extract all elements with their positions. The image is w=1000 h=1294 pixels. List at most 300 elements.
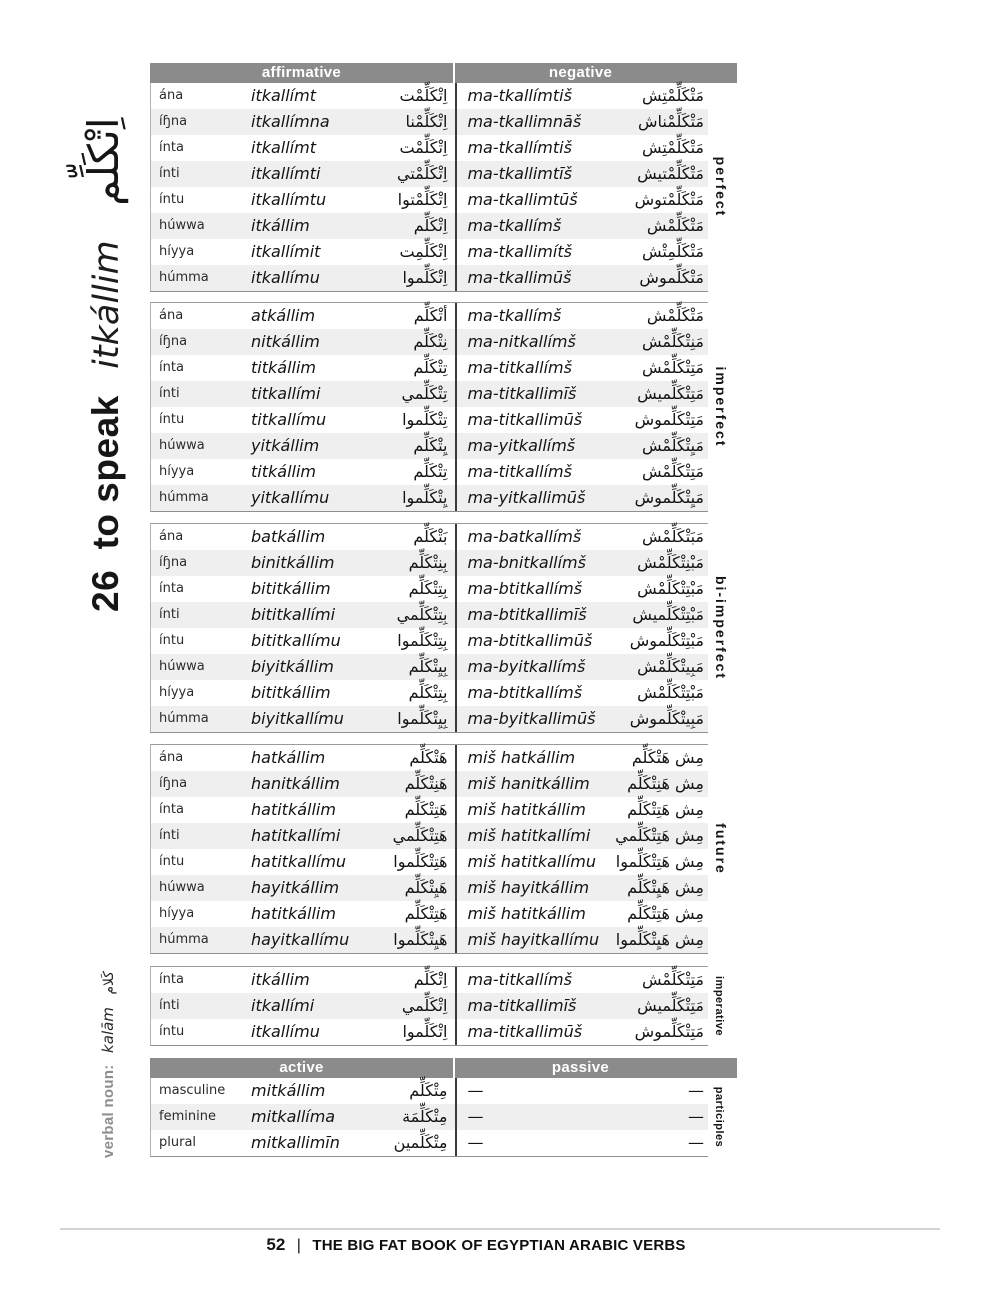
affirmative-half <box>151 797 455 823</box>
affirmative-transliteration: hatitkállim <box>251 904 336 923</box>
negative-transliteration: ma-tkallímtiš <box>467 138 572 157</box>
affirmative-half <box>151 875 455 901</box>
negative-arabic: مَتِتْكَلِّمْش <box>641 358 704 377</box>
affirmative-arabic: اِتْكَلِّمي <box>401 996 448 1015</box>
negative-transliteration: ma-titkallímš <box>467 358 572 377</box>
affirmative-arabic: هَتِتْكَلِّمي <box>392 826 448 845</box>
affirmative-arabic: بِتِتْكَلِّم <box>408 683 448 702</box>
negative-transliteration: ma-bnitkallímš <box>467 553 586 572</box>
pronoun-label: híyya <box>159 464 195 479</box>
negative-half <box>455 576 708 602</box>
negative-half <box>455 433 708 459</box>
header-bar-filler <box>706 63 737 83</box>
affirmative-arabic: مِتْكَلِّمين <box>393 1133 448 1152</box>
column-header-bar <box>150 63 737 83</box>
negative-transliteration: ma-btitkallimūš <box>467 631 593 650</box>
pronoun-label: húmma <box>159 490 209 505</box>
affirmative-arabic: هَتِتْكَلِّموا <box>393 852 448 871</box>
pronoun-label: ínta <box>159 360 184 375</box>
negative-half <box>455 355 708 381</box>
negative-half <box>455 550 708 576</box>
pronoun-label: húwwa <box>159 880 205 895</box>
negative-half <box>455 187 708 213</box>
negative-arabic: مَتِتْكَلِّميش <box>637 384 704 403</box>
negative-arabic: مَيِتْكَلِّموش <box>634 488 704 507</box>
affirmative-half <box>151 329 455 355</box>
negative-arabic: مَبِيتْكَلِّمْش <box>637 657 704 676</box>
affirmative-transliteration: itkallímti <box>251 164 321 183</box>
section-label-participles: participles <box>713 1086 725 1148</box>
affirmative-arabic: هَيِتْكَلِّموا <box>393 930 448 949</box>
negative-half <box>455 109 708 135</box>
negative-transliteration: ma-tkallimítš <box>467 242 572 261</box>
affirmative-arabic: اِتْكَلِّمْنا <box>405 112 448 131</box>
pronoun-label: húmma <box>159 932 209 947</box>
negative-arabic: مِش هَنِتْكَلِّم <box>627 774 704 793</box>
negative-half <box>455 485 708 511</box>
negative-transliteration: ma-titkallímš <box>467 970 572 989</box>
affirmative-transliteration: bititkallímu <box>251 631 341 650</box>
verbal-noun-arabic: كَلام <box>101 970 117 995</box>
affirmative-half <box>151 187 455 213</box>
affirmative-arabic: بِتِتْكَلِّموا <box>397 631 448 650</box>
negative-half <box>455 745 708 771</box>
negative-arabic: مَتْكَلِّمِتْش <box>641 242 704 261</box>
section-participles <box>150 1058 737 1157</box>
footer-rule <box>60 1228 940 1230</box>
negative-half <box>455 161 708 187</box>
header-bar-filler <box>706 1058 737 1078</box>
affirmative-arabic: تِتْكَلِّم <box>413 358 448 377</box>
pronoun-label: íntu <box>159 633 185 648</box>
page-number: 52 <box>266 1235 286 1254</box>
section-label-imperative: imperative <box>713 975 725 1037</box>
affirmative-transliteration: mitkallíma <box>251 1107 336 1126</box>
table-row <box>151 524 708 550</box>
negative-half <box>455 1130 708 1156</box>
affirmative-half <box>151 550 455 576</box>
pronoun-label: íɧna <box>159 334 188 349</box>
pronoun-label: húmma <box>159 270 209 285</box>
table-row <box>151 303 708 329</box>
affirmative-transliteration: batkállim <box>251 527 326 546</box>
affirmative-half <box>151 771 455 797</box>
affirmative-transliteration: atkállim <box>251 306 316 325</box>
table-row <box>151 459 708 485</box>
affirmative-half <box>151 161 455 187</box>
negative-half <box>455 927 708 953</box>
table-row <box>151 407 708 433</box>
affirmative-half <box>151 83 455 109</box>
affirmative-transliteration: titkállim <box>251 358 316 377</box>
pronoun-label: ínti <box>159 607 180 622</box>
affirmative-transliteration: nitkállim <box>251 332 320 351</box>
table-row <box>151 901 708 927</box>
affirmative-half <box>151 901 455 927</box>
affirmative-transliteration: bititkallími <box>251 605 336 624</box>
affirmative-arabic: اِتْكَلِّمْت <box>399 86 448 105</box>
table-row <box>151 550 708 576</box>
negative-half <box>455 654 708 680</box>
affirmative-transliteration: titkallími <box>251 384 321 403</box>
negative-transliteration: ma-yitkallimūš <box>467 488 586 507</box>
table-row <box>151 381 708 407</box>
affirmative-transliteration: hatkállim <box>251 748 326 767</box>
affirmative-arabic: تِتْكَلِّموا <box>402 410 448 429</box>
affirmative-arabic: هَيِتْكَلِّم <box>404 878 448 897</box>
negative-transliteration: ma-titkallimūš <box>467 410 583 429</box>
affirmative-arabic: اِتْكَلِّموا <box>402 268 448 287</box>
pronoun-label: húwwa <box>159 218 205 233</box>
affirmative-half <box>151 823 455 849</box>
negative-arabic: — <box>688 1133 704 1152</box>
table-row <box>151 135 708 161</box>
affirmative-half <box>151 680 455 706</box>
pronoun-label: íntu <box>159 854 185 869</box>
affirmative-arabic: مِتْكَلِّم <box>409 1081 448 1100</box>
column-header-bar <box>150 1058 737 1078</box>
affirmative-transliteration: itkallímu <box>251 1022 320 1041</box>
negative-arabic: مَتْكَلِّمْش <box>646 306 704 325</box>
pronoun-label: íɧna <box>159 555 188 570</box>
affirmative-arabic: بِيِتْكَلِّموا <box>397 709 448 728</box>
pronoun-label: ána <box>159 750 184 765</box>
affirmative-arabic: بِتِتْكَلِّم <box>408 579 448 598</box>
negative-half <box>455 1019 708 1045</box>
negative-half <box>455 1078 708 1104</box>
pronoun-label: ínta <box>159 802 184 817</box>
affirmative-half <box>151 576 455 602</box>
negative-transliteration: ma-btitkallímš <box>467 683 583 702</box>
affirmative-transliteration: mitkállim <box>251 1081 326 1100</box>
affirmative-half <box>151 459 455 485</box>
affirmative-transliteration: hayitkállim <box>251 878 340 897</box>
negative-transliteration: ma-yitkallímš <box>467 436 576 455</box>
negative-half <box>455 849 708 875</box>
negative-transliteration: ma-tkallimtīš <box>467 164 572 183</box>
negative-transliteration: miš hatitkállim <box>467 904 586 923</box>
negative-transliteration: ma-titkallimīš <box>467 384 577 403</box>
pronoun-label: ána <box>159 308 184 323</box>
negative-half <box>455 329 708 355</box>
affirmative-transliteration: itkallími <box>251 996 315 1015</box>
table-row <box>151 602 708 628</box>
negative-half <box>455 680 708 706</box>
negative-half <box>455 213 708 239</box>
affirmative-half <box>151 433 455 459</box>
affirmative-half <box>151 239 455 265</box>
conjugation-rows-future <box>150 744 729 954</box>
affirmative-transliteration: mitkallimīn <box>251 1133 340 1152</box>
table-row <box>151 993 708 1019</box>
pronoun-label: híyya <box>159 685 195 700</box>
negative-arabic: مَتِتْكَلِّموش <box>634 410 704 429</box>
verb-meaning: to speak <box>85 395 126 550</box>
negative-transliteration: — <box>467 1081 484 1100</box>
negative-arabic: مَبْنِتْكَلِّمْش <box>637 553 704 572</box>
table-row <box>151 797 708 823</box>
section-perfect <box>150 63 737 292</box>
section-label-perfect: perfect <box>713 156 729 218</box>
table-row <box>151 875 708 901</box>
negative-transliteration: miš hatitkállim <box>467 800 586 819</box>
active-header: active <box>150 1058 455 1078</box>
negative-arabic: مَبَتْكَلِّمْش <box>641 527 704 546</box>
affirmative-transliteration: binitkállim <box>251 553 335 572</box>
section-bi-imperfect <box>150 523 737 733</box>
affirmative-arabic: بِنِتْكَلِّم <box>408 553 448 572</box>
affirmative-arabic: اِتْكَلِّموا <box>402 1022 448 1041</box>
affirmative-arabic: نِتْكَلِّم <box>413 332 448 351</box>
negative-arabic: مِش هَتِتْكَلِّمي <box>615 826 704 845</box>
pronoun-label: ínta <box>159 140 184 155</box>
negative-half <box>455 381 708 407</box>
pronoun-label: plural <box>159 1135 197 1150</box>
table-row <box>151 628 708 654</box>
affirmative-transliteration: hatitkallímu <box>251 852 347 871</box>
table-row <box>151 109 708 135</box>
table-row <box>151 83 708 109</box>
table-row <box>151 1078 708 1104</box>
negative-transliteration: miš hatitkallímu <box>467 852 596 871</box>
negative-arabic: مِش هَتِتْكَلِّموا <box>615 852 704 871</box>
negative-arabic: مَبْتِتْكَلِّموش <box>629 631 704 650</box>
affirmative-transliteration: titkallímu <box>251 410 327 429</box>
negative-arabic: مِش هَتِتْكَلِّم <box>627 800 704 819</box>
negative-half <box>455 706 708 732</box>
negative-transliteration: ma-btitkallimīš <box>467 605 587 624</box>
negative-arabic: مَتْكَلِّمْتوش <box>634 190 704 209</box>
negative-arabic: مِش هَيِتْكَلِّموا <box>615 930 704 949</box>
pronoun-label: ínta <box>159 972 184 987</box>
affirmative-half <box>151 654 455 680</box>
table-row <box>151 161 708 187</box>
negative-arabic: مَبْتِتْكَلِّميش <box>632 605 704 624</box>
affirmative-transliteration: itkállim <box>251 216 310 235</box>
affirmative-transliteration: bititkállim <box>251 683 331 702</box>
negative-arabic: مَنِتْكَلِّمْش <box>641 332 704 351</box>
affirmative-arabic: اِتْكَلِّم <box>413 970 448 989</box>
table-row <box>151 329 708 355</box>
pronoun-label: íntu <box>159 192 185 207</box>
negative-half <box>455 407 708 433</box>
affirmative-transliteration: hatitkallími <box>251 826 341 845</box>
table-row <box>151 187 708 213</box>
negative-header: negative <box>548 64 613 81</box>
negative-transliteration: miš hayitkallímu <box>467 930 600 949</box>
affirmative-transliteration: itkallímu <box>251 268 320 287</box>
affirmative-transliteration: titkállim <box>251 462 316 481</box>
negative-half <box>455 303 708 329</box>
pronoun-label: híyya <box>159 906 195 921</box>
negative-transliteration: ma-tkallimnāš <box>467 112 582 131</box>
table-row <box>151 745 708 771</box>
affirmative-half <box>151 967 455 993</box>
negative-transliteration: — <box>467 1107 484 1126</box>
affirmative-arabic: بِيِتْكَلِّم <box>408 657 448 676</box>
negative-arabic: مَتِتْكَلِّمْش <box>641 462 704 481</box>
affirmative-half <box>151 303 455 329</box>
negative-transliteration: miš hatkállim <box>467 748 576 767</box>
negative-transliteration: miš hatitkallími <box>467 826 591 845</box>
pronoun-label: íɧna <box>159 776 188 791</box>
affirmative-transliteration: biyitkallímu <box>251 709 344 728</box>
affirmative-half <box>151 407 455 433</box>
negative-arabic: مَتْكَلِّمْش <box>646 216 704 235</box>
affirmative-half <box>151 927 455 953</box>
page-footer <box>0 1235 952 1255</box>
table-row <box>151 1019 708 1045</box>
affirmative-arabic: هَتِتْكَلِّم <box>404 800 448 819</box>
negative-transliteration: ma-titkallimīš <box>467 996 577 1015</box>
negative-transliteration: miš hayitkállim <box>467 878 590 897</box>
negative-half <box>455 797 708 823</box>
negative-transliteration: ma-titkallimūš <box>467 1022 583 1041</box>
affirmative-arabic: أتْكَلِّم <box>413 306 448 325</box>
negative-arabic: مَتِتْكَلِّميش <box>637 996 704 1015</box>
verbal-noun-label: verbal noun: <box>100 1064 117 1158</box>
table-row <box>151 355 708 381</box>
negative-arabic: — <box>688 1107 704 1126</box>
pronoun-label: ínti <box>159 998 180 1013</box>
pronoun-label: masculine <box>159 1083 226 1098</box>
negative-transliteration: ma-titkallímš <box>467 462 572 481</box>
negative-transliteration: miš hanitkállim <box>467 774 590 793</box>
affirmative-arabic: اِتْكَلِّم <box>413 216 448 235</box>
affirmative-arabic: تِتْكَلِّمي <box>401 384 448 403</box>
pronoun-label: húmma <box>159 711 209 726</box>
table-row <box>151 771 708 797</box>
affirmative-transliteration: yitkállim <box>251 436 320 455</box>
affirmative-half <box>151 628 455 654</box>
pronoun-label: íntu <box>159 412 185 427</box>
negative-half <box>455 771 708 797</box>
negative-half <box>455 265 708 291</box>
negative-half <box>455 993 708 1019</box>
negative-arabic: مَبِيتْكَلِّموش <box>629 709 704 728</box>
affirmative-arabic: هَنِتْكَلِّم <box>404 774 448 793</box>
verb-transliteration: itkállim <box>87 240 127 369</box>
negative-half <box>455 1104 708 1130</box>
affirmative-transliteration: biyitkállim <box>251 657 334 676</box>
negative-transliteration: ma-tkallímš <box>467 306 562 325</box>
affirmative-transliteration: itkallímit <box>251 242 321 261</box>
pronoun-label: ána <box>159 529 184 544</box>
affirmative-half <box>151 1104 455 1130</box>
pronoun-label: ínta <box>159 581 184 596</box>
affirmative-half <box>151 1130 455 1156</box>
conjugation-rows-bi-imperfect <box>150 523 729 733</box>
section-imperative <box>150 966 737 1046</box>
conjugation-rows-imperfect <box>150 302 729 512</box>
affirmative-transliteration: yitkallímu <box>251 488 330 507</box>
affirmative-half <box>151 849 455 875</box>
negative-half <box>455 83 708 109</box>
pronoun-label: ínti <box>159 166 180 181</box>
section-future <box>150 744 737 954</box>
table-row <box>151 1104 708 1130</box>
negative-half <box>455 875 708 901</box>
section-label-bi-imperfect: bi-imperfect <box>713 575 729 681</box>
negative-half <box>455 135 708 161</box>
verb-heading <box>64 52 148 612</box>
table-row <box>151 485 708 511</box>
negative-arabic: مَتْكَلِّمْتيش <box>637 164 704 183</box>
verbal-noun-transliteration: kalām <box>99 1007 117 1053</box>
affirmative-half <box>151 706 455 732</box>
negative-arabic: مَيِتْكَلِّمْش <box>641 436 704 455</box>
table-row <box>151 213 708 239</box>
section-label-future: future <box>713 823 729 875</box>
negative-transliteration: — <box>467 1133 484 1152</box>
negative-transliteration: ma-batkallímš <box>467 527 582 546</box>
pronoun-label: híyya <box>159 244 195 259</box>
affirmative-arabic: هَتِتْكَلِّم <box>404 904 448 923</box>
negative-half <box>455 602 708 628</box>
affirmative-half <box>151 1019 455 1045</box>
table-row <box>151 823 708 849</box>
conjugation-rows-imperative <box>150 966 725 1046</box>
negative-arabic: مَتْكَلِّمْتِش <box>641 138 704 157</box>
negative-arabic: — <box>688 1081 704 1100</box>
affirmative-arabic: بَتْكَلِّم <box>413 527 448 546</box>
affirmative-arabic: اِتْكَلِّمْتي <box>397 164 448 183</box>
negative-transliteration: ma-byitkallímš <box>467 657 586 676</box>
affirmative-arabic: اِتْكَلِّمْتوا <box>397 190 448 209</box>
negative-transliteration: ma-tkallimūš <box>467 268 572 287</box>
negative-arabic: مَتِتْكَلِّموش <box>634 1022 704 1041</box>
negative-half <box>455 459 708 485</box>
participle-rows <box>150 1078 725 1157</box>
affirmative-transliteration: hayitkallímu <box>251 930 350 949</box>
negative-arabic: مَتْكَلِّموش <box>639 268 704 287</box>
pronoun-label: ínti <box>159 386 180 401</box>
affirmative-half <box>151 745 455 771</box>
affirmative-arabic: بِتِتْكَلِّمي <box>396 605 448 624</box>
book-title: THE BIG FAT BOOK OF EGYPTIAN ARABIC VERBS <box>312 1237 686 1254</box>
footer-separator: | <box>296 1237 301 1254</box>
negative-arabic: مِش هَتِتْكَلِّم <box>627 904 704 923</box>
negative-half <box>455 901 708 927</box>
affirmative-arabic: اِتْكَلِّمِت <box>399 242 448 261</box>
affirmative-arabic: مِتْكَلِّمَة <box>402 1107 448 1126</box>
table-row <box>151 849 708 875</box>
table-row <box>151 654 708 680</box>
negative-arabic: مِش هَيِتْكَلِّم <box>627 878 704 897</box>
conjugation-rows-perfect <box>150 83 729 292</box>
negative-half <box>455 524 708 550</box>
affirmative-transliteration: itkallímt <box>251 138 316 157</box>
affirmative-transliteration: itkallímt <box>251 86 316 105</box>
affirmative-half <box>151 602 455 628</box>
affirmative-half <box>151 524 455 550</box>
affirmative-header: affirmative <box>150 63 455 83</box>
section-imperfect <box>150 302 737 512</box>
negative-half <box>455 239 708 265</box>
verbal-noun <box>96 971 122 1158</box>
table-row <box>151 1130 708 1156</box>
table-row <box>151 265 708 291</box>
affirmative-transliteration: itkallímtu <box>251 190 327 209</box>
negative-arabic: مَبْتِتْكَلِّمْش <box>637 683 704 702</box>
affirmative-arabic: يِتْكَلِّموا <box>402 488 448 507</box>
negative-half <box>455 628 708 654</box>
affirmative-transliteration: itkállim <box>251 970 310 989</box>
pronoun-label: feminine <box>159 1109 216 1124</box>
pronoun-label: húwwa <box>159 438 205 453</box>
verb-arabic: اِتْكَلِّم <box>79 117 128 206</box>
pronoun-label: húwwa <box>159 659 205 674</box>
